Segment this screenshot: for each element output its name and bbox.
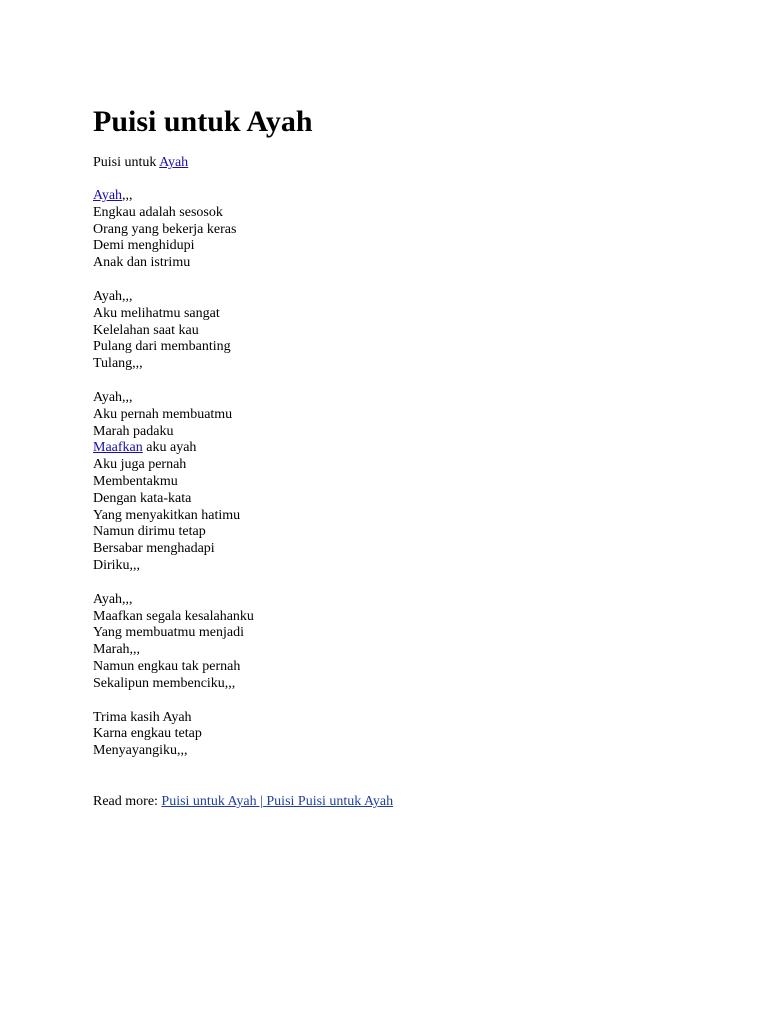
poem-line: Ayah,,, bbox=[93, 288, 133, 304]
poem-line: Diriku,,, bbox=[93, 557, 141, 573]
poem-line: Anak dan istrimu bbox=[93, 255, 191, 271]
poem-line bbox=[93, 440, 713, 457]
poem-line: Trima kasih Ayah bbox=[93, 709, 192, 725]
poem-line: Membentakmu bbox=[93, 473, 178, 489]
poem-line: Marah,,, bbox=[93, 642, 141, 658]
poem-line: Demi menghidupi bbox=[93, 238, 195, 254]
poem-line: Karna engkau tetap bbox=[93, 726, 202, 742]
poem-line: Namun dirimu tetap bbox=[93, 524, 206, 540]
poem-line: Menyayangiku,,, bbox=[93, 743, 188, 759]
poem-line: Yang menyakitkan hatimu bbox=[93, 507, 241, 523]
poem-line: Kelelahan saat kau bbox=[93, 322, 199, 338]
stanza-2 bbox=[93, 289, 713, 373]
poem-line: Aku pernah membuatmu bbox=[93, 406, 233, 422]
poem-line: Ayah,,, bbox=[93, 389, 133, 405]
stanza-4 bbox=[93, 592, 713, 693]
page-title: Puisi untuk Ayah bbox=[93, 105, 313, 138]
poem-line: Bersabar menghadapi bbox=[93, 541, 215, 557]
poem-line-text: aku ayah bbox=[142, 440, 197, 456]
stanza-5 bbox=[93, 710, 713, 760]
subtitle-line bbox=[93, 154, 713, 171]
poem-line-text: ,,, bbox=[122, 188, 133, 203]
poem-line bbox=[93, 188, 713, 205]
poem-line: Namun engkau tak pernah bbox=[93, 658, 241, 674]
poem-line: Orang yang bekerja keras bbox=[93, 221, 237, 237]
poem-line: Engkau adalah sesosok bbox=[93, 204, 223, 220]
poem-line: Pulang dari membanting bbox=[93, 339, 231, 355]
read-more-line bbox=[93, 793, 713, 810]
stanza-1 bbox=[93, 188, 713, 272]
poem-line: Maafkan segala kesalahanku bbox=[93, 608, 254, 624]
poem-line: Aku melihatmu sangat bbox=[93, 305, 220, 321]
ayah-stanza-link[interactable]: Ayah bbox=[93, 188, 123, 203]
poem-line: Sekalipun membenciku,,, bbox=[93, 675, 236, 691]
poem-line: Ayah,,, bbox=[93, 591, 133, 607]
ayah-link[interactable]: Ayah bbox=[159, 155, 189, 170]
poem-line: Dengan kata-kata bbox=[93, 490, 192, 506]
read-more-link[interactable]: Puisi untuk Ayah | Puisi Puisi untuk Ayah bbox=[161, 793, 394, 809]
poem-line: Tulang,,, bbox=[93, 356, 143, 372]
poem-line: Aku juga pernah bbox=[93, 457, 187, 473]
read-more-label: Read more: bbox=[93, 793, 162, 809]
stanza-3 bbox=[93, 390, 713, 575]
poem-line: Marah padaku bbox=[93, 423, 174, 439]
document-page bbox=[93, 100, 713, 810]
subtitle-text: Puisi untuk bbox=[93, 155, 160, 170]
poem-line: Yang membuatmu menjadi bbox=[93, 625, 245, 641]
maafkan-link[interactable]: Maafkan bbox=[93, 440, 143, 456]
